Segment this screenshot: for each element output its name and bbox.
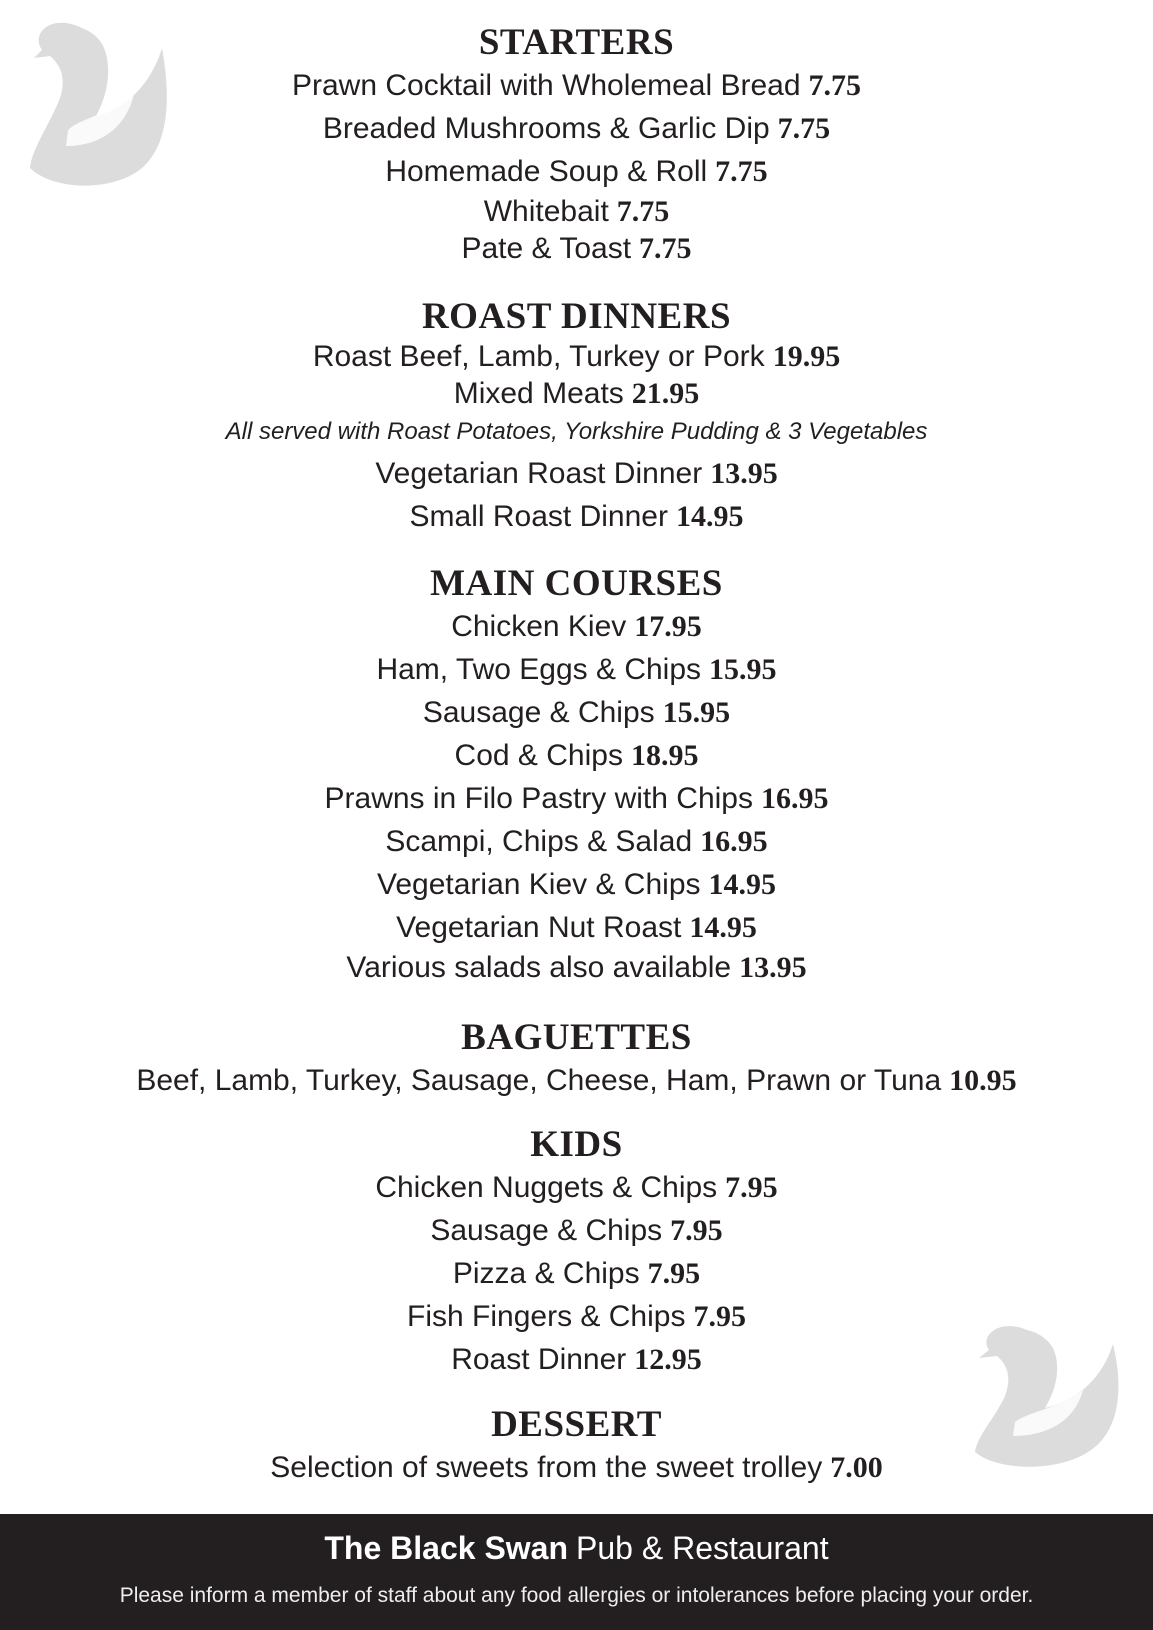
item-price: 7.95 bbox=[725, 1171, 778, 1204]
item-price: 17.95 bbox=[634, 610, 702, 643]
section-heading: STARTERS bbox=[478, 22, 675, 63]
item-name: Pate & Toast bbox=[461, 232, 632, 265]
item-price: 7.75 bbox=[777, 112, 831, 145]
item-name: Roast Beef, Lamb, Turkey or Pork bbox=[312, 340, 765, 373]
menu-item bbox=[0, 452, 1153, 495]
section-heading: BAGUETTES bbox=[461, 1017, 692, 1058]
menu-item bbox=[0, 1338, 1153, 1381]
item-price: 7.75 bbox=[616, 195, 670, 228]
item-price: 15.95 bbox=[709, 653, 777, 686]
item-name: Prawns in Filo Pastry with Chips bbox=[324, 782, 753, 815]
item-price: 13.95 bbox=[739, 951, 807, 984]
item-name: Mixed Meats bbox=[453, 377, 624, 410]
item-name: Homemade Soup & Roll bbox=[385, 155, 708, 188]
section-dessert bbox=[0, 1404, 1153, 1489]
item-name: Selection of sweets from the sweet trolley bbox=[270, 1451, 823, 1484]
item-name: Sausage & Chips bbox=[422, 696, 655, 729]
menu-item bbox=[0, 64, 1153, 107]
item-name: Vegetarian Nut Roast bbox=[396, 911, 682, 944]
section-heading: DESSERT bbox=[491, 1404, 662, 1445]
item-name: Vegetarian Roast Dinner bbox=[375, 457, 703, 490]
item-name: Fish Fingers & Chips bbox=[407, 1300, 686, 1333]
menu-item bbox=[0, 230, 1153, 267]
menu-item bbox=[0, 1059, 1153, 1102]
section-heading: MAIN COURSES bbox=[430, 563, 723, 604]
item-name: Breaded Mushrooms & Garlic Dip bbox=[322, 112, 770, 145]
item-name: Small Roast Dinner bbox=[409, 500, 668, 533]
menu-item bbox=[0, 1166, 1153, 1209]
item-price: 18.95 bbox=[630, 739, 699, 772]
item-name: Beef, Lamb, Turkey, Sausage, Cheese, Ham, Prawn or Tuna bbox=[136, 1064, 942, 1097]
section-starters bbox=[0, 22, 1153, 267]
item-price: 16.95 bbox=[700, 825, 768, 858]
item-price: 7.00 bbox=[830, 1451, 883, 1484]
brand-subtitle: Pub & Restaurant bbox=[576, 1530, 829, 1566]
item-price: 14.95 bbox=[675, 500, 744, 533]
menu-item bbox=[0, 777, 1153, 820]
item-name: Ham, Two Eggs & Chips bbox=[376, 653, 702, 686]
item-name: Sausage & Chips bbox=[430, 1214, 663, 1247]
item-name: Chicken Kiev bbox=[451, 610, 627, 643]
section-roast-dinners bbox=[0, 296, 1153, 538]
menu-item bbox=[0, 150, 1153, 193]
menu-item bbox=[0, 863, 1153, 906]
item-name: Pizza & Chips bbox=[452, 1257, 640, 1290]
section-note: All served with Roast Potatoes, Yorkshire Pudding & 3 Vegetables bbox=[225, 418, 928, 445]
menu-item bbox=[0, 375, 1153, 412]
item-name: Scampi, Chips & Salad bbox=[385, 825, 693, 858]
item-price: 7.75 bbox=[808, 69, 862, 102]
item-price: 7.75 bbox=[639, 232, 692, 265]
section-heading: KIDS bbox=[530, 1124, 623, 1165]
item-price: 13.95 bbox=[710, 457, 778, 490]
section-heading: ROAST DINNERS bbox=[421, 296, 732, 337]
footer-title bbox=[0, 1528, 1153, 1568]
item-name: Whitebait bbox=[483, 195, 609, 228]
item-price: 10.95 bbox=[949, 1064, 1017, 1097]
item-price: 19.95 bbox=[772, 340, 841, 373]
item-price: 12.95 bbox=[634, 1343, 702, 1376]
allergy-notice: Please inform a member of staff about any food allergies or intolerances before placing your order. bbox=[119, 1584, 1034, 1607]
section-main-courses bbox=[0, 563, 1153, 986]
menu-item bbox=[0, 906, 1153, 949]
menu-item bbox=[0, 820, 1153, 863]
item-price: 7.95 bbox=[670, 1214, 723, 1247]
item-price: 14.95 bbox=[708, 868, 777, 901]
menu-item bbox=[0, 495, 1153, 538]
item-price: 15.95 bbox=[662, 696, 731, 729]
item-name: Various salads also available bbox=[346, 951, 732, 984]
item-price: 7.95 bbox=[647, 1257, 701, 1290]
section-kids bbox=[0, 1124, 1153, 1381]
menu-item bbox=[0, 193, 1153, 230]
item-price: 16.95 bbox=[760, 782, 829, 815]
brand-name: The Black Swan bbox=[324, 1530, 569, 1566]
item-price: 14.95 bbox=[689, 911, 757, 944]
menu-item bbox=[0, 691, 1153, 734]
menu-item bbox=[0, 734, 1153, 777]
item-price: 7.75 bbox=[715, 155, 768, 188]
item-name: Vegetarian Kiev & Chips bbox=[376, 868, 701, 901]
item-name: Roast Dinner bbox=[451, 1343, 627, 1376]
item-name: Chicken Nuggets & Chips bbox=[375, 1171, 718, 1204]
menu-item bbox=[0, 338, 1153, 375]
menu-item bbox=[0, 1446, 1153, 1489]
item-price: 7.95 bbox=[693, 1300, 746, 1333]
section-baguettes bbox=[0, 1017, 1153, 1102]
item-price: 21.95 bbox=[631, 377, 700, 410]
menu-item bbox=[0, 1209, 1153, 1252]
menu-item bbox=[0, 648, 1153, 691]
footer bbox=[0, 1514, 1153, 1630]
item-name: Cod & Chips bbox=[454, 739, 623, 772]
menu-item bbox=[0, 949, 1153, 986]
item-name: Prawn Cocktail with Wholemeal Bread bbox=[291, 69, 801, 102]
menu-item bbox=[0, 107, 1153, 150]
menu-item bbox=[0, 605, 1153, 648]
menu-item bbox=[0, 1252, 1153, 1295]
menu-item bbox=[0, 1295, 1153, 1338]
